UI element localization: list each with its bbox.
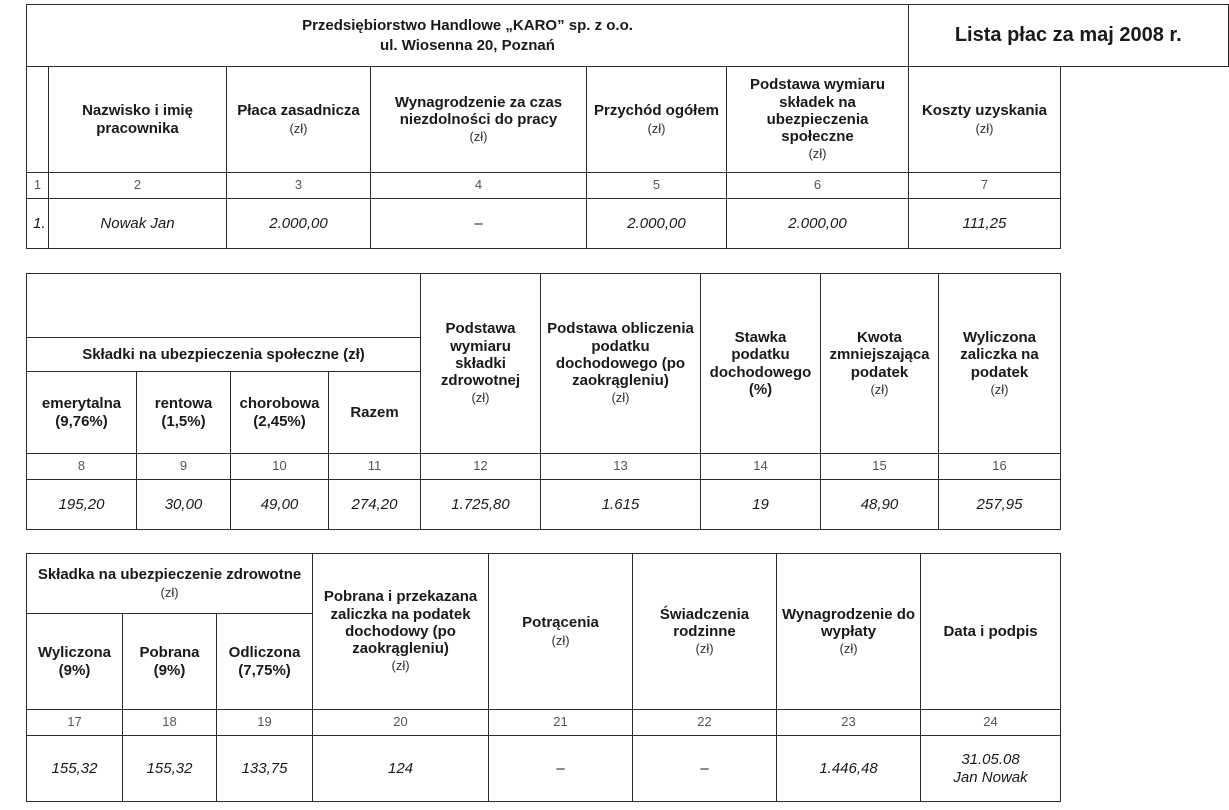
header-disability: rentowa (1,5%) <box>137 372 231 454</box>
payroll-table-1 <box>26 4 1229 67</box>
col-number: 23 <box>777 710 921 736</box>
total-value: 274,20 <box>329 480 421 530</box>
company-header <box>27 5 909 67</box>
header-social-base: Podstawa wymiaru składek na ubezpieczenia społeczne (zł) <box>727 67 909 173</box>
social-base-value: 2.000,00 <box>727 199 909 249</box>
tax-base-value: 1.615 <box>541 480 701 530</box>
col-number: 5 <box>587 173 727 199</box>
tax-paid-value: 124 <box>313 736 489 802</box>
sick-pay-value: – <box>371 199 587 249</box>
col-number: 13 <box>541 454 701 480</box>
header-sickness: chorobowa (2,45%) <box>231 372 329 454</box>
payroll-table-1-body <box>26 66 1061 249</box>
health-base-value: 1.725,80 <box>421 480 541 530</box>
col-number: 22 <box>633 710 777 736</box>
col-number: 14 <box>701 454 821 480</box>
date-sign-value <box>921 736 1061 802</box>
header-family: Świadczenia rodzinne (zł) <box>633 554 777 710</box>
col-number: 1 <box>27 173 49 199</box>
col-number: 15 <box>821 454 939 480</box>
col-number: 17 <box>27 710 123 736</box>
header-base-pay: Płaca zasadnicza (zł) <box>227 67 371 173</box>
family-value: – <box>633 736 777 802</box>
employee-name: Nowak Jan <box>49 199 227 249</box>
col-number: 4 <box>371 173 587 199</box>
col-number: 6 <box>727 173 909 199</box>
page-title: Lista płac za maj 2008 r. <box>909 5 1229 67</box>
col-number: 9 <box>137 454 231 480</box>
lp-header <box>27 67 49 173</box>
col-number: 24 <box>921 710 1061 736</box>
col-number: 10 <box>231 454 329 480</box>
disability-value: 30,00 <box>137 480 231 530</box>
col-number: 18 <box>123 710 217 736</box>
header-advance: Wyliczona zaliczka na podatek (zł) <box>939 274 1061 454</box>
col-number: 19 <box>217 710 313 736</box>
sickness-value: 49,00 <box>231 480 329 530</box>
header-deducted: Odliczona (7,75%) <box>217 614 313 710</box>
header-pension: emerytalna (9,76%) <box>27 372 137 454</box>
col-number: 12 <box>421 454 541 480</box>
gross-income-value: 2.000,00 <box>587 199 727 249</box>
deducted-value: 133,75 <box>217 736 313 802</box>
tax-rate-value: 19 <box>701 480 821 530</box>
collected-value: 155,32 <box>123 736 217 802</box>
payroll-table-2 <box>26 273 1061 530</box>
base-pay-value: 2.000,00 <box>227 199 371 249</box>
header-deductions: Potrącenia (zł) <box>489 554 633 710</box>
costs-value: 111,25 <box>909 199 1061 249</box>
company-address: ul. Wiosenna 20, Poznań <box>380 36 555 54</box>
col-number: 20 <box>313 710 489 736</box>
signature: Jan Nowak <box>953 768 1028 786</box>
header-tax-rate: Stawka podatku dochodowego (%) <box>701 274 821 454</box>
deductions-value: – <box>489 736 633 802</box>
header-tax-base: Podstawa obliczenia podatku dochodowego (po zaokrągleniu) (zł) <box>541 274 701 454</box>
payroll-table-3 <box>26 553 1061 802</box>
advance-value: 257,95 <box>939 480 1061 530</box>
col-number: 21 <box>489 710 633 736</box>
company-name: Przedsiębiorstwo Handlowe „KARO” sp. z o.o. <box>302 17 633 34</box>
header-tax-reduction: Kwota zmniejszająca podatek (zł) <box>821 274 939 454</box>
header-social-group: Składki na ubezpieczenia społeczne (zł) <box>27 338 421 372</box>
col-number: 3 <box>227 173 371 199</box>
col-number: 2 <box>49 173 227 199</box>
net-pay-value: 1.446,48 <box>777 736 921 802</box>
row-lp: 1. <box>27 199 49 249</box>
header-net-pay: Wynagrodzenie do wypłaty (zł) <box>777 554 921 710</box>
col-number: 7 <box>909 173 1061 199</box>
header-name: Nazwisko i imię pracownika <box>49 67 227 173</box>
header-calculated: Wyliczona (9%) <box>27 614 123 710</box>
col-number: 11 <box>329 454 421 480</box>
header-health-base: Podstawa wymiaru składki zdrowotnej (zł) <box>421 274 541 454</box>
pension-value: 195,20 <box>27 480 137 530</box>
header-collected: Pobrana (9%) <box>123 614 217 710</box>
calculated-value: 155,32 <box>27 736 123 802</box>
header-date-sign: Data i podpis <box>921 554 1061 710</box>
header-gross-income: Przychód ogółem (zł) <box>587 67 727 173</box>
header-total: Razem <box>329 372 421 454</box>
header-sick-pay: Wynagrodzenie za czas niezdolności do pracy (zł) <box>371 67 587 173</box>
header-costs: Koszty uzyskania (zł) <box>909 67 1061 173</box>
header-health-group: Składka na ubezpieczenie zdrowotne (zł) <box>27 554 313 614</box>
social-group-top <box>27 274 421 338</box>
sign-date: 31.05.08 <box>961 751 1020 769</box>
header-tax-paid: Pobrana i przekazana zaliczka na podatek dochodowy (po zaokrągleniu) (zł) <box>313 554 489 710</box>
tax-reduction-value: 48,90 <box>821 480 939 530</box>
col-number: 8 <box>27 454 137 480</box>
col-number: 16 <box>939 454 1061 480</box>
